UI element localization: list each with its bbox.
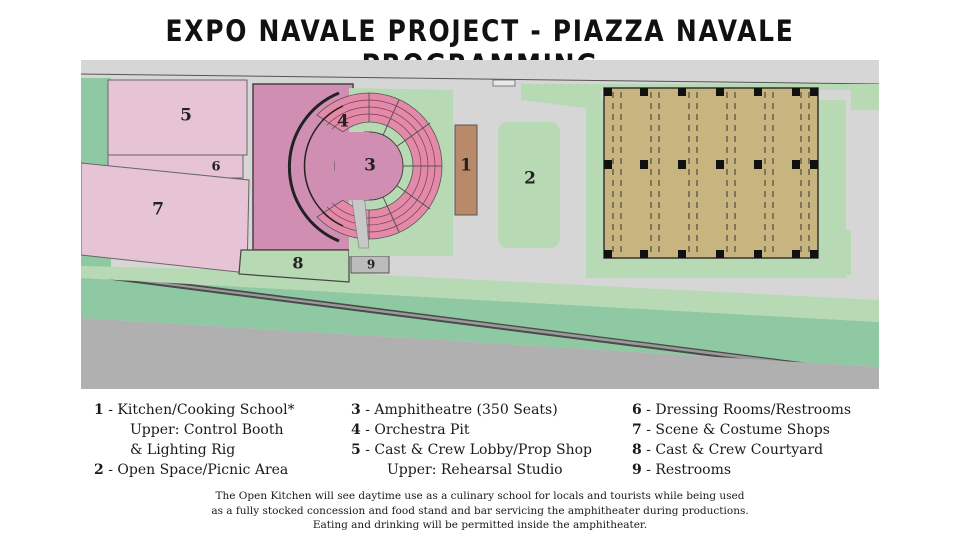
gate bbox=[493, 80, 515, 86]
legend-item-5-upper: Upper: Rehearsal Studio bbox=[387, 462, 563, 478]
legend-item-9: 9 - Restrooms bbox=[632, 462, 732, 478]
lawn-right-end bbox=[821, 230, 851, 275]
legend-item-1-rig: & Lighting Rig bbox=[130, 442, 236, 458]
legend-item-5: 5 - Cast & Crew Lobby/Prop Shop bbox=[351, 442, 592, 458]
map-label-8: 8 bbox=[292, 253, 304, 273]
footnote bbox=[150, 489, 810, 533]
map-label-6: 6 bbox=[211, 159, 221, 175]
legend-item-1: 1 - Kitchen/Cooking School* bbox=[94, 402, 295, 418]
footnote-line-1: The Open Kitchen will see daytime use as a culinary school for locals and tourists while being used bbox=[215, 490, 745, 502]
legend-item-3: 3 - Amphitheatre (350 Seats) bbox=[351, 402, 558, 418]
footnote-line-2: as a fully stocked concession and food stand and bar servicing the amphitheater during productions. bbox=[211, 504, 749, 517]
pavilion bbox=[604, 88, 818, 258]
page-title: EXPO NAVALE PROJECT - PIAZZA NAVALE bbox=[165, 14, 795, 48]
building-5 bbox=[108, 80, 247, 155]
map-label-1: 1 bbox=[460, 155, 472, 176]
legend-item-7: 7 - Scene & Costume Shops bbox=[632, 422, 830, 438]
building-7 bbox=[81, 163, 249, 273]
map-label-5: 5 bbox=[180, 105, 192, 126]
legend-item-4: 4 - Orchestra Pit bbox=[351, 422, 470, 438]
map-label-7: 7 bbox=[152, 199, 164, 220]
map-label-3: 3 bbox=[364, 155, 376, 176]
legend-column-2 bbox=[351, 400, 592, 480]
footnote-line-3: Eating and drinking will be permitted inside the amphitheater. bbox=[312, 519, 648, 531]
legend-item-2: 2 - Open Space/Picnic Area bbox=[94, 462, 289, 478]
legend-item-1-upper: Upper: Control Booth bbox=[130, 422, 284, 438]
map-label-9: 9 bbox=[366, 257, 376, 272]
legend-item-6: 6 - Dressing Rooms/Restrooms bbox=[632, 402, 852, 418]
map-label-2: 2 bbox=[524, 168, 536, 189]
legend-column-3 bbox=[632, 400, 851, 480]
map-label-4: 4 bbox=[337, 111, 349, 132]
site-plan-map bbox=[81, 60, 879, 389]
legend-item-8: 8 - Cast & Crew Courtyard bbox=[632, 442, 824, 458]
legend-column-1 bbox=[94, 400, 295, 480]
